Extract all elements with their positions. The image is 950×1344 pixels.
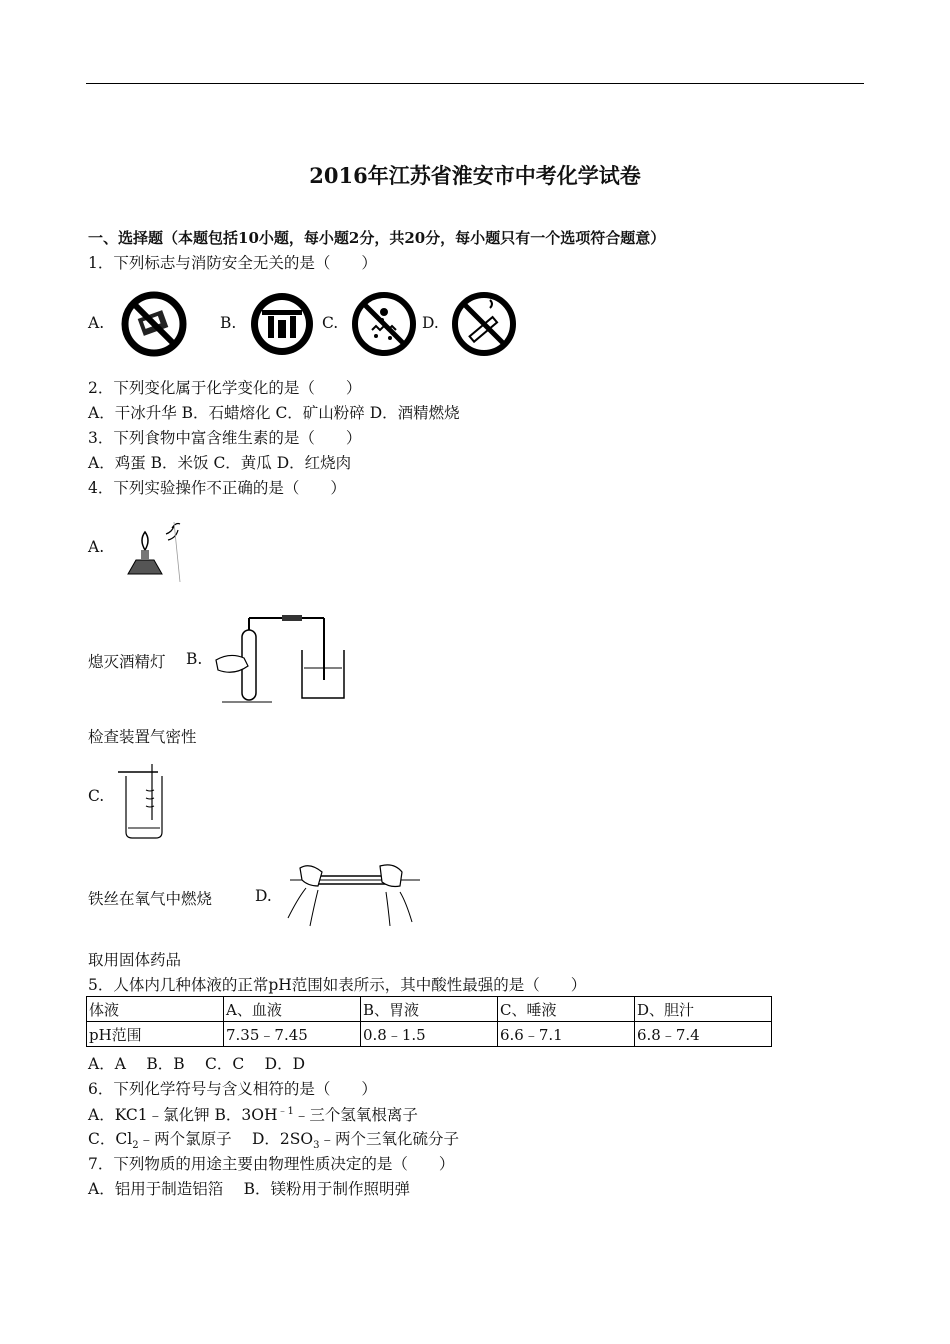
ph-table: [86, 996, 772, 1047]
fire-hydrant-sign-icon: [248, 290, 316, 358]
q7-stem: 7．下列物质的用途主要由物理性质决定的是（ ）: [88, 1155, 455, 1173]
table-cell: 6.8﹣7.4: [635, 1022, 772, 1047]
q1-stem: 1．下列标志与消防安全无关的是（ ）: [88, 254, 377, 272]
q3-stem: 3．下列食物中富含维生素的是（ ）: [88, 429, 362, 447]
table-cell: 体液: [87, 997, 224, 1022]
q3-options: A．鸡蛋 B．米饭 C．黄瓜 D．红烧肉: [88, 454, 352, 472]
q6-option-cd: [88, 1127, 459, 1151]
no-fireworks-sign-icon: [350, 290, 418, 358]
table-cell: 6.6﹣7.1: [498, 1022, 635, 1047]
q1-label-d: D.: [422, 314, 439, 332]
airtightness-check-apparatus-icon: [212, 610, 352, 706]
q2-options: A．干冰升华 B．石蜡熔化 C．矿山粉碎 D．酒精燃烧: [88, 404, 460, 422]
q4-caption-d: 取用固体药品: [88, 951, 182, 969]
q5-options: A．A B．B C．C D．D: [88, 1055, 306, 1073]
q2-stem: 2．下列变化属于化学变化的是（ ）: [88, 379, 362, 397]
table-cell: 0.8﹣1.5: [361, 1022, 498, 1047]
header-rule: [86, 83, 864, 84]
q6-c-text: C．Cl: [88, 1130, 133, 1148]
q4-label-d: D.: [255, 887, 272, 905]
table-cell: D、胆汁: [635, 997, 772, 1022]
q4-caption-a: 熄灭酒精灯: [88, 653, 166, 671]
take-solid-reagent-icon: [280, 858, 430, 932]
q6-d-meaning: ﹣两个三氧化硫分子: [319, 1130, 459, 1148]
q4-label-a: A.: [88, 538, 105, 556]
q6-a-superscript: ﹣1: [277, 1106, 294, 1117]
q6-a-meaning: ﹣三个氢氧根离子: [293, 1106, 418, 1125]
no-book-sign-icon: [120, 290, 188, 358]
section-heading: 一、选择题（本题包括10小题，每小题2分，共20分，每小题只有一个选项符合题意）: [88, 229, 666, 247]
q4-label-b: B.: [186, 650, 203, 668]
q6-c-meaning: ﹣两个氯原子 D．2SO: [138, 1130, 314, 1148]
table-cell: A、血液: [224, 997, 361, 1022]
q4-caption-c: 铁丝在氧气中燃烧: [88, 890, 213, 908]
table-row: [87, 997, 772, 1022]
q4-label-c: C.: [88, 787, 105, 805]
table-cell: B、胃液: [361, 997, 498, 1022]
q6-a-text: A．KC1﹣氯化钾 B．3OH: [88, 1106, 278, 1125]
table-row: [87, 1022, 772, 1047]
q6-d-subscript: 3: [313, 1140, 320, 1152]
q1-label-a: A.: [88, 314, 105, 332]
q4-stem: 4．下列实验操作不正确的是（ ）: [88, 479, 346, 497]
no-smoking-sign-icon: [450, 290, 518, 358]
table-cell: pH范围: [87, 1022, 224, 1047]
alcohol-lamp-blow-out-icon: [114, 512, 192, 592]
q6-c-subscript: 2: [132, 1140, 139, 1152]
q6-stem: 6．下列化学符号与含义相符的是（ ）: [88, 1080, 377, 1098]
iron-wire-oxygen-bottle-icon: [114, 760, 174, 842]
table-cell: C、唾液: [498, 997, 635, 1022]
table-cell: 7.35﹣7.45: [224, 1022, 361, 1047]
q4-caption-b: 检查装置气密性: [88, 728, 197, 746]
q5-stem: 5．人体内几种体液的正常pH范围如表所示，其中酸性最强的是（ ）: [88, 976, 587, 994]
page-title: 2016年江苏省淮安市中考化学试卷: [309, 163, 641, 188]
q7-options: A．铝用于制造铝箔 B．镁粉用于制作照明弹: [88, 1180, 411, 1198]
q1-label-c: C.: [322, 314, 339, 332]
q1-label-b: B.: [220, 314, 237, 332]
q6-option-ab: [88, 1102, 418, 1125]
